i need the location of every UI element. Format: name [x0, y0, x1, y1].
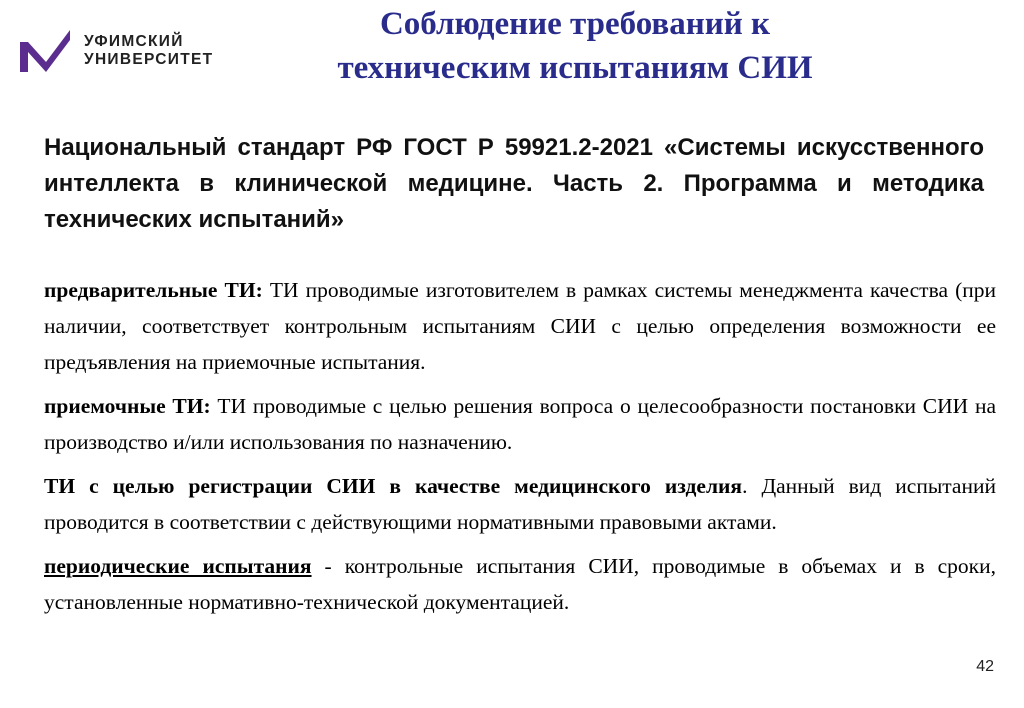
definition-text: ТИ проводимые изготовителем в рамках системы менеджмента качества (при наличии, соответствует контрольным испытаниям СИИ с целью определения возможности ее предъявления на приемочные испытания. [44, 278, 996, 374]
definition-text: ТИ проводимые с целью решения вопроса о целесообразности постановки СИИ на производство и/или использования по назначению. [44, 394, 996, 454]
page-number: 42 [976, 658, 994, 675]
definition-text: - контрольные испытания СИИ, проводимые в объемах и в сроки, установленные нормативно-технической документацией. [44, 554, 996, 614]
definitions-list [44, 272, 996, 628]
definition-text: . Данный вид испытаний проводится в соответствии с действующими нормативными правовыми актами. [44, 474, 996, 534]
slide-title [230, 2, 920, 90]
logo-text [84, 33, 213, 69]
university-logo [18, 28, 228, 78]
definition-term: ТИ с целью регистрации СИИ в качестве медицинского изделия [44, 474, 743, 498]
definition-term: приемочные ТИ: [44, 394, 211, 418]
university-logo-icon [18, 28, 72, 74]
definition-preliminary [44, 272, 996, 380]
definition-periodic [44, 548, 996, 620]
definition-term: предварительные ТИ: [44, 278, 263, 302]
slide-title-line-2: техническим испытаниям СИИ [337, 50, 813, 86]
definition-acceptance [44, 388, 996, 460]
standard-reference: Национальный стандарт РФ ГОСТ Р 59921.2-2021 «Системы искусственного интеллекта в клинической медицине. Часть 2. Программа и методика технических испытаний» [44, 134, 984, 233]
definition-term: периодические испытания [44, 554, 312, 578]
logo-line-1: УФИМСКИЙ [84, 33, 184, 50]
logo-line-2: УНИВЕРСИТЕТ [84, 51, 214, 68]
definition-registration [44, 468, 996, 540]
slide-title-line-1: Соблюдение требований к [379, 6, 771, 42]
